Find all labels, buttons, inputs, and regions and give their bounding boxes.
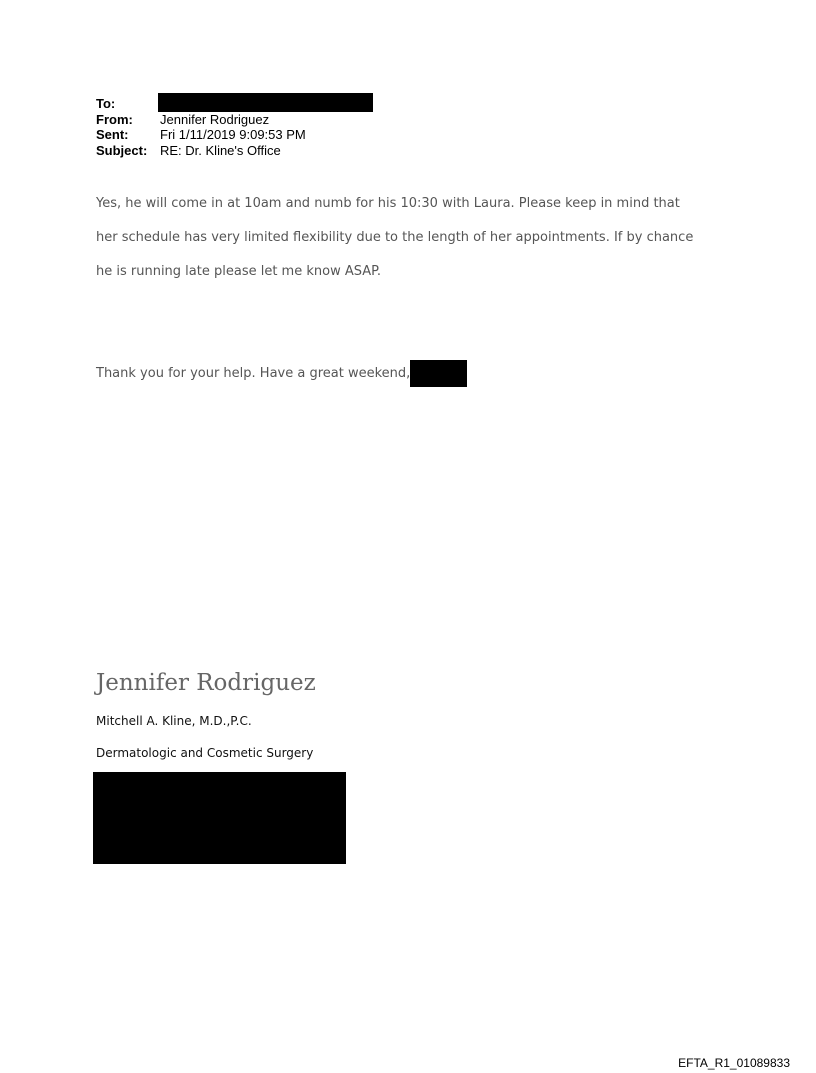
signature-redaction-block <box>93 772 346 864</box>
body-line: her schedule has very limited flexibility due to the length of her appointments. If by chance <box>96 230 694 245</box>
subject-value: RE: Dr. Kline's Office <box>160 142 281 158</box>
from-value: Jennifer Rodriguez <box>160 111 270 127</box>
closing-line <box>96 360 467 387</box>
signature-department: Dermatologic and Cosmetic Surgery <box>96 746 314 760</box>
email-header <box>96 96 375 158</box>
closing-redaction-block <box>410 360 467 387</box>
sent-label: Sent: <box>96 127 129 142</box>
signature-company: Mitchell A. Kline, M.D.,P.C. <box>96 714 252 728</box>
subject-row <box>96 143 375 159</box>
to-row <box>96 96 375 112</box>
to-redaction-block <box>158 93 373 112</box>
email-body <box>96 194 716 296</box>
sent-value: Fri 1/11/2019 9:09:53 PM <box>160 127 306 142</box>
from-label: From: <box>96 111 133 127</box>
signature-name: Jennifer Rodriguez <box>96 670 316 696</box>
subject-label: Subject: <box>96 142 148 158</box>
document-id: EFTA_R1_01089833 <box>678 1056 790 1070</box>
body-line: Yes, he will come in at 10am and numb for his 10:30 with Laura. Please keep in mind that <box>96 196 680 211</box>
closing-text: Thank you for your help. Have a great weekend, <box>96 366 411 381</box>
to-label: To: <box>96 96 116 111</box>
from-row <box>96 112 375 128</box>
body-line: he is running late please let me know ASAP. <box>96 264 382 279</box>
sent-row <box>96 127 375 143</box>
